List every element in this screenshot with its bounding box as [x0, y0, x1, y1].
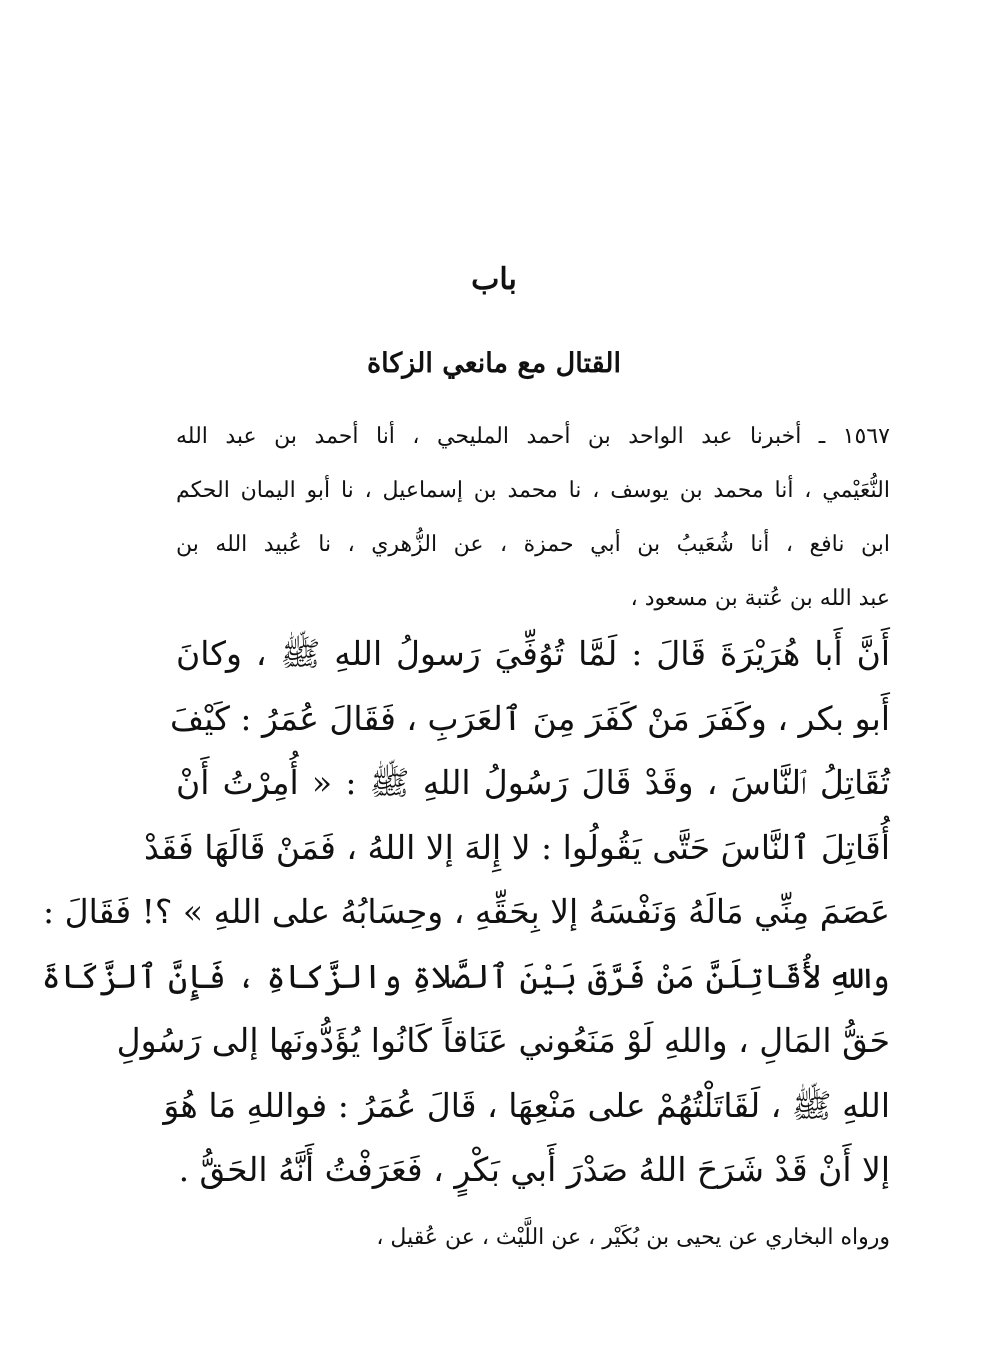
hadith-line: تُقَاتِلُ ٱلنَّاسَ ، وقَدْ قَالَ رَسُولُ اللهِ ﷺ : « أُمِرْتُ أَنْ	[176, 763, 890, 802]
hadith-text	[41, 622, 890, 1203]
hadith-line: أَبو بكر ، وكَفَرَ مَنْ كَفَرَ مِنَ ٱلعَرَبِ ، فَقَالَ عُمَرُ : كَيْفَ	[170, 698, 890, 738]
takhrij-note: ورواه البخاري عن يحيى بن بُكَيْر ، عن اللَّيْث ، عن عُقيل ،	[376, 1225, 890, 1250]
hadith-line: أَنَّ أَبا هُرَيْرَةَ قَالَ : لَمَّا تُوُفِّيَ رَسولُ اللهِ ﷺ ، وكانَ	[176, 634, 890, 673]
isnad-line: عبد الله بن عُتبة بن مسعود ،	[630, 586, 890, 611]
hadith-line: واللهِ لأُقَاتِلَنَّ مَنْ فَرَّقَ بَيْنَ ٱلصَّلاةِ والزَّكاةِ ، فَإِنَّ ٱلزَّكَاةَ	[41, 956, 890, 996]
hadith-line: عَصَمَ مِنِّي مَالَهُ وَنَفْسَهُ إلا بِحَقِّهِ ، وحِسَابُهُ على اللهِ » ؟! فَقَالَ :	[43, 892, 890, 931]
isnad-line: ١٥٦٧ ـ أخبرنا عبد الواحد بن أحمد المليحي ، أنا أحمد بن عبد الله	[176, 424, 890, 449]
chapter-label: باب	[471, 262, 517, 297]
hadith-line: اللهِ ﷺ ، لَقَاتَلْتُهُمْ على مَنْعِهَا ، قَالَ عُمَرُ : فواللهِ مَا هُوَ	[163, 1085, 890, 1125]
hadith-line: حَقُّ المَالِ ، واللهِ لَوْ مَنَعُوني عَنَاقاً كَانُوا يُؤَدُّونَها إلى رَسُولِ	[116, 1021, 890, 1060]
hadith-line: أُقَاتِلَ ٱلنَّاسَ حَتَّى يَقُولُوا : لا إِلهَ إلا اللهُ ، فَمَنْ قَالَهَا فَقَدْ	[143, 827, 890, 867]
isnad-line: ابن نافع ، أنا شُعَيبُ بن أبي حمزة ، عن الزُّهري ، نا عُبيد الله بن	[176, 532, 890, 557]
chapter-title: القتال مع مانعي الزكاة	[367, 348, 621, 379]
isnad-line: النُّعَيْمي ، أنا محمد بن يوسف ، نا محمد بن إسماعيل ، نا أبو اليمان الحكم	[176, 478, 890, 503]
hadith-line: إلا أَنْ قَدْ شَرَحَ اللهُ صَدْرَ أَبي بَكْرٍ ، فَعَرَفْتُ أَنَّهُ الحَقُّ .	[178, 1150, 890, 1189]
isnad-paragraph	[176, 410, 890, 626]
